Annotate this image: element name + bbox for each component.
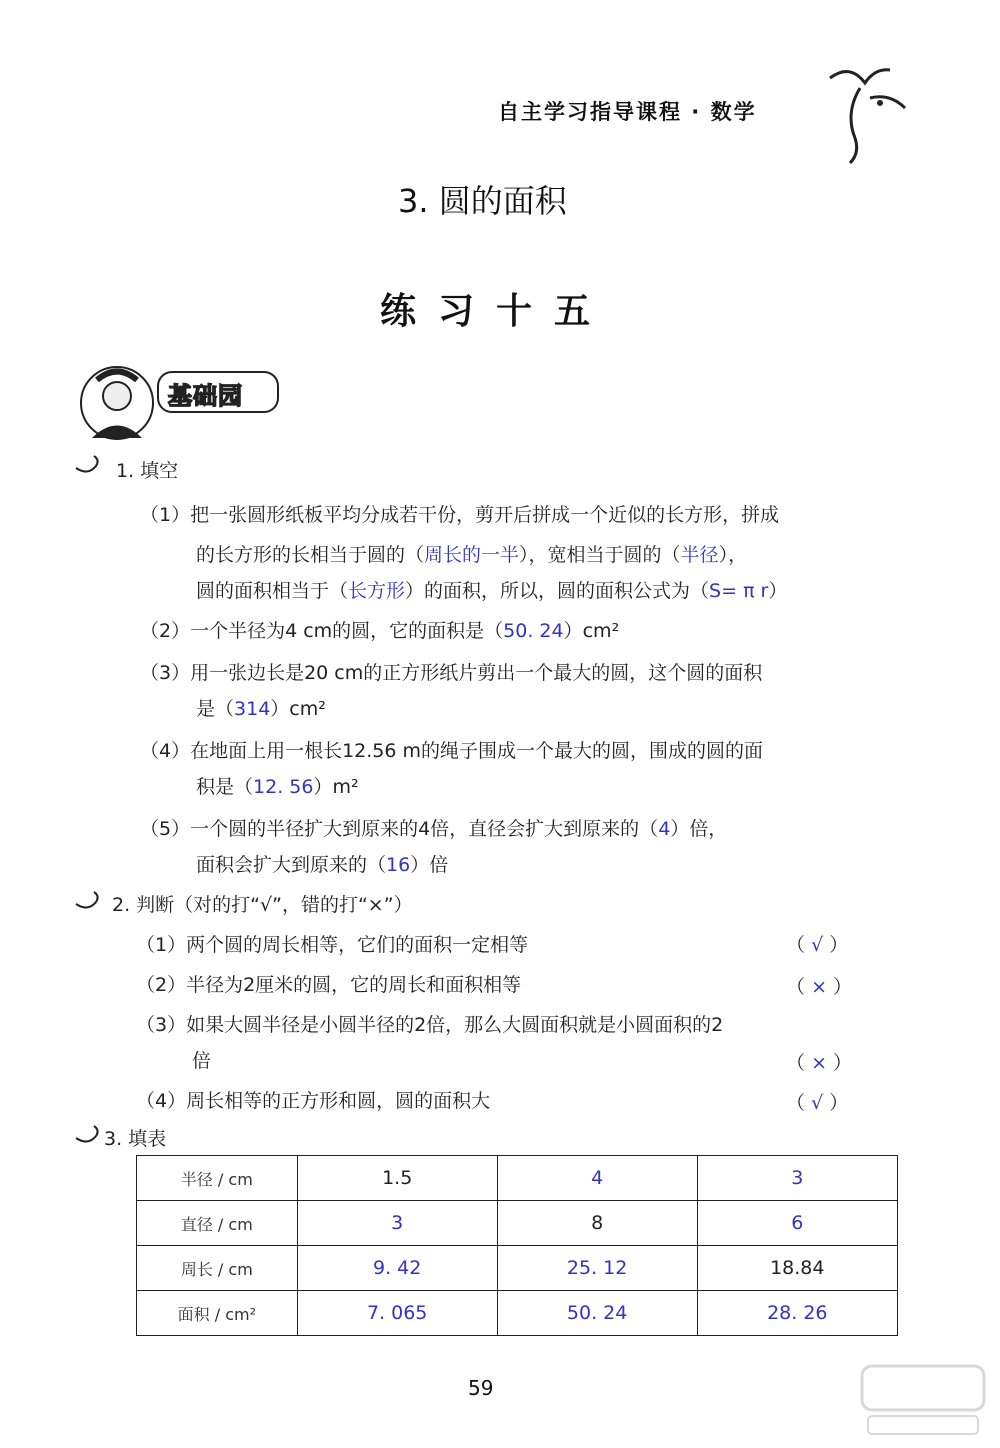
answer: 长方形 bbox=[348, 580, 406, 602]
fill-table bbox=[136, 1155, 898, 1336]
q1-title: 1. 填空 bbox=[116, 460, 179, 482]
q2-answer-4: （ √ ） bbox=[786, 1092, 849, 1114]
q1-p4-line1: （4）在地面上用一根长12.56 m的绳子围成一个最大的圆，围成的圆的面 bbox=[140, 740, 764, 762]
table-header-cell: 面积 / cm² bbox=[137, 1291, 298, 1336]
exercise-title: 练习十五 bbox=[380, 290, 613, 332]
q2-title: 2. 判断（对的打“√”，错的打“×”） bbox=[112, 894, 413, 916]
q1-p4-line2: 积是（12. 56）m² bbox=[196, 776, 359, 798]
table-cell: 8 bbox=[497, 1201, 697, 1246]
question-marker-icon bbox=[74, 454, 106, 476]
badge-label: 基础园 bbox=[168, 382, 243, 410]
q2-item-3-cont: 倍 bbox=[192, 1050, 212, 1072]
q2-item-4: （4）周长相等的正方形和圆，圆的面积大 bbox=[136, 1090, 491, 1112]
table-header-cell: 半径 / cm bbox=[137, 1156, 298, 1201]
table-cell: 3 bbox=[297, 1201, 497, 1246]
q1-p1-line2: 的长方形的长相当于圆的（周长的一半），宽相当于圆的（半径）， bbox=[196, 544, 748, 566]
answer: 半径 bbox=[680, 544, 719, 566]
table-cell: 7. 065 bbox=[297, 1291, 497, 1336]
answer: 16 bbox=[386, 854, 411, 876]
q1-p5-line1: （5）一个圆的半径扩大到原来的4倍，直径会扩大到原来的（4）倍， bbox=[140, 818, 728, 840]
table-cell: 25. 12 bbox=[497, 1246, 697, 1291]
answer: 4 bbox=[658, 818, 671, 840]
answer: 12. 56 bbox=[253, 776, 314, 798]
q2-answer-2: （ × ） bbox=[786, 976, 853, 998]
q1-p1-line1: （1）把一张圆形纸板平均分成若干份，剪开后拼成一个近似的长方形，拼成 bbox=[140, 504, 780, 526]
table-row bbox=[137, 1201, 898, 1246]
table-cell: 3 bbox=[697, 1156, 897, 1201]
q2-item-1: （1）两个圆的周长相等，它们的面积一定相等 bbox=[136, 934, 529, 956]
table-cell: 18.84 bbox=[697, 1246, 897, 1291]
q1-p2: （2）一个半径为4 cm的圆，它的面积是（50. 24）cm² bbox=[140, 620, 620, 642]
q2-item-2: （2）半径为2厘米的圆，它的周长和面积相等 bbox=[136, 974, 522, 996]
table-cell: 28. 26 bbox=[697, 1291, 897, 1336]
q1-p1-line3: 圆的面积相当于（长方形）的面积，所以，圆的面积公式为（S= π r） bbox=[196, 580, 788, 602]
series-title: 自主学习指导课程 · 数学 bbox=[498, 100, 757, 124]
table-row bbox=[137, 1291, 898, 1336]
q2-answer-3: （ × ） bbox=[786, 1052, 853, 1074]
table-row bbox=[137, 1246, 898, 1291]
question-marker-icon bbox=[74, 890, 106, 912]
watermark-logo-icon bbox=[858, 1360, 988, 1440]
answer: 314 bbox=[234, 698, 271, 720]
q1-p3-line1: （3）用一张边长是20 cm的正方形纸片剪出一个最大的圆，这个圆的面积 bbox=[140, 662, 763, 684]
q2-answer-1: （ √ ） bbox=[786, 934, 849, 956]
table-row bbox=[137, 1156, 898, 1201]
answer: S= π r bbox=[709, 580, 769, 602]
table-header-cell: 直径 / cm bbox=[137, 1201, 298, 1246]
page-number: 59 bbox=[468, 1376, 494, 1400]
chapter-title: 3. 圆的面积 bbox=[398, 182, 567, 220]
decorative-bird-icon bbox=[820, 58, 910, 168]
answer: 周长的一半 bbox=[424, 544, 520, 566]
table-cell: 9. 42 bbox=[297, 1246, 497, 1291]
table-cell: 6 bbox=[697, 1201, 897, 1246]
q1-p3-line2: 是（314）cm² bbox=[196, 698, 326, 720]
answer: 50. 24 bbox=[503, 620, 564, 642]
table-cell: 1.5 bbox=[297, 1156, 497, 1201]
q1-p5-line2: 面积会扩大到原来的（16）倍 bbox=[196, 854, 449, 876]
table-header-cell: 周长 / cm bbox=[137, 1246, 298, 1291]
table-cell: 4 bbox=[497, 1156, 697, 1201]
table-cell: 50. 24 bbox=[497, 1291, 697, 1336]
question-marker-icon bbox=[74, 1124, 106, 1146]
q2-item-3: （3）如果大圆半径是小圆半径的2倍，那么大圆面积就是小圆面积的2 bbox=[136, 1014, 724, 1036]
q3-title: 3. 填表 bbox=[104, 1128, 167, 1150]
